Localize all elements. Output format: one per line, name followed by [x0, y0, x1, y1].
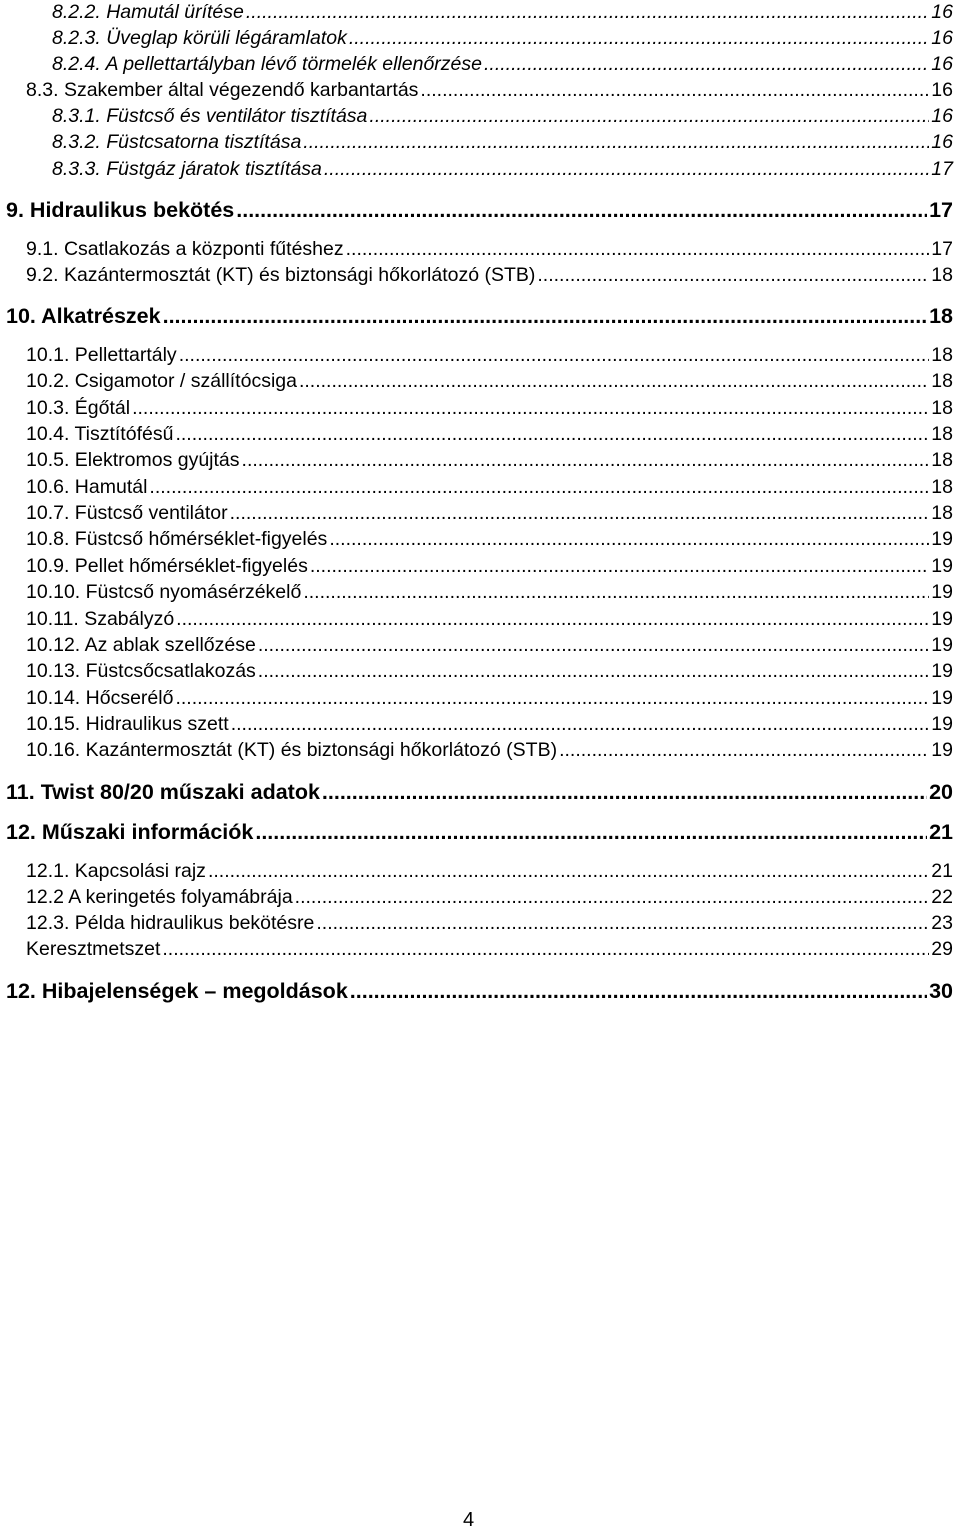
toc-entry-number: 8.2.4.: [52, 53, 101, 75]
toc-entry-page: 16: [931, 27, 953, 49]
dot-leader: [350, 981, 927, 1003]
toc-entry-title: Hőcserélő: [85, 687, 174, 709]
toc-entry[interactable]: [26, 240, 953, 260]
dot-leader: [346, 240, 930, 260]
dot-leader: [303, 583, 929, 603]
toc-entry[interactable]: [26, 940, 953, 960]
toc-entry[interactable]: [6, 981, 953, 1003]
toc-entry[interactable]: [26, 81, 953, 101]
toc-entry[interactable]: [26, 662, 953, 682]
dot-leader: [208, 862, 929, 882]
toc-entry-label: [26, 689, 173, 709]
toc-entry-title: Füstcsatorna tisztítása: [106, 131, 302, 153]
dot-leader: [295, 888, 930, 908]
toc-entry-title: Füstcső nyomásérzékelő: [85, 581, 302, 603]
toc-entry-number: 10.: [6, 304, 36, 328]
toc-entry-page: 19: [931, 555, 953, 577]
toc-entry-number: 10.3.: [26, 397, 70, 419]
toc-entry-label: [26, 557, 308, 577]
toc-entry-number: 10.2.: [26, 370, 70, 392]
toc-entry[interactable]: [52, 160, 953, 180]
toc-entry-page: 16: [931, 131, 953, 153]
toc-entry-page: 19: [931, 739, 953, 761]
toc-entry-title: Alkatrészek: [41, 304, 161, 328]
toc-entry-number: 10.8.: [26, 528, 70, 550]
toc-entry-number: 9.: [6, 198, 24, 222]
toc-entry-label: [26, 478, 147, 498]
toc-entry-title: Elektromos gyújtás: [74, 449, 240, 471]
dot-leader: [324, 160, 929, 180]
dot-leader: [299, 372, 929, 392]
toc-entry-label: [6, 782, 320, 804]
toc-entry-label: [52, 107, 367, 127]
toc-entry[interactable]: [26, 504, 953, 524]
toc-entry-number: 9.1.: [26, 238, 59, 260]
toc-entry-label: [26, 399, 130, 419]
toc-entry-title: Hamutál ürítése: [106, 1, 244, 23]
toc-entry-number: 12.1.: [26, 860, 70, 882]
toc-entry[interactable]: [26, 715, 953, 735]
toc-entry-title: Csigamotor / szállítócsiga: [74, 370, 297, 392]
toc-entry-page: 19: [931, 581, 953, 603]
toc-entry-number: 12.2: [26, 886, 64, 908]
toc-entry-label: [26, 425, 173, 445]
dot-leader: [231, 715, 930, 735]
toc-entry-label: [26, 636, 256, 656]
toc-entry-page: 20: [929, 780, 953, 804]
toc-entry-number: 8.3.2.: [52, 131, 101, 153]
toc-entry-number: 12.: [6, 979, 36, 1003]
dot-leader: [132, 399, 929, 419]
toc-entry-label: [52, 160, 322, 180]
toc-entry-title: Szabályzó: [84, 608, 175, 630]
toc-entry[interactable]: [6, 200, 953, 222]
toc-entry-number: 10.7.: [26, 502, 70, 524]
toc-entry[interactable]: [6, 822, 953, 844]
toc-entry-page: 17: [929, 198, 953, 222]
toc-entry[interactable]: [26, 399, 953, 419]
toc-entry-page: 16: [931, 105, 953, 127]
dot-leader: [303, 133, 929, 153]
toc-entry-title: Hibajelenségek – megoldások: [41, 979, 348, 1003]
dot-leader: [559, 741, 929, 761]
toc-entry-label: [52, 29, 347, 49]
toc-entry-title: Pellet hőmérséklet-figyelés: [74, 555, 308, 577]
dot-leader: [246, 3, 929, 23]
toc-entry-number: 10.15.: [26, 713, 81, 735]
toc-entry-number: 10.6.: [26, 476, 70, 498]
toc-entry-number: 8.3.1.: [52, 105, 101, 127]
toc-entry-page: 19: [931, 687, 953, 709]
toc-entry-page: 17: [931, 238, 953, 260]
toc-entry[interactable]: [26, 266, 953, 286]
toc-entry-page: 21: [929, 820, 953, 844]
dot-leader: [349, 29, 929, 49]
toc-entry-title: Hidraulikus szett: [85, 713, 229, 735]
toc-entry-label: [26, 240, 344, 260]
toc-entry-page: 22: [931, 886, 953, 908]
toc-entry-page: 18: [931, 397, 953, 419]
toc-entry-page: 16: [931, 79, 953, 101]
toc-entry-title: Műszaki információk: [41, 820, 254, 844]
dot-leader: [162, 940, 929, 960]
toc-entry-title: Szakember által végezendő karbantartás: [63, 79, 419, 101]
dot-leader: [258, 662, 930, 682]
toc-entry-page: 18: [931, 476, 953, 498]
toc-entry-title: Tisztítófésű: [74, 423, 174, 445]
toc-entry-title: A keringetés folyamábrája: [68, 886, 293, 908]
toc-entry-page: 18: [931, 370, 953, 392]
toc-entry[interactable]: [26, 914, 953, 934]
toc-entry-label: [26, 583, 301, 603]
toc-entry-number: 12.3.: [26, 912, 70, 934]
dot-leader: [258, 636, 929, 656]
toc-entry-page: 30: [929, 979, 953, 1003]
toc-entry-title: Füstcső hőmérséklet-figyelés: [74, 528, 328, 550]
dot-leader: [149, 478, 929, 498]
toc-entry[interactable]: [52, 55, 953, 75]
toc-entry-number: 11.: [6, 780, 35, 804]
toc-entry-title: Csatlakozás a központi fűtéshez: [63, 238, 344, 260]
toc-entry-number: 8.3.: [26, 79, 59, 101]
toc-entry-label: [6, 822, 253, 844]
dot-leader: [316, 914, 929, 934]
toc-entry-page: 23: [931, 912, 953, 934]
dot-leader: [175, 425, 929, 445]
toc-entry-number: 10.9.: [26, 555, 70, 577]
toc-entry-title: Kapcsolási rajz: [74, 860, 206, 882]
dot-leader: [176, 610, 929, 630]
toc-entry-title: Twist 80/20 műszaki adatok: [40, 780, 320, 804]
toc-entry-page: 19: [931, 634, 953, 656]
toc-entry[interactable]: [26, 741, 953, 761]
toc-entry-page: 16: [931, 53, 953, 75]
toc-entry-number: 9.2.: [26, 264, 59, 286]
toc-entry[interactable]: [52, 3, 953, 23]
toc-entry-page: 16: [931, 1, 953, 23]
dot-leader: [329, 530, 929, 550]
toc-entry[interactable]: [26, 610, 953, 630]
page-number: 4: [462, 1509, 475, 1531]
toc-entry-number: 10.14.: [26, 687, 81, 709]
dot-leader: [537, 266, 929, 286]
toc-entry-number: 12.: [6, 820, 36, 844]
toc-entry-label: [26, 741, 557, 761]
toc-entry-label: [26, 530, 327, 550]
dot-leader: [420, 81, 929, 101]
toc-entry[interactable]: [26, 451, 953, 471]
toc-entry-label: [26, 662, 256, 682]
toc-entry-label: [26, 862, 206, 882]
toc-entry[interactable]: [26, 636, 953, 656]
toc-entry[interactable]: [26, 888, 953, 908]
toc-entry[interactable]: [52, 107, 953, 127]
toc-entry-number: 10.5.: [26, 449, 70, 471]
toc-entry-page: 18: [931, 449, 953, 471]
toc-entry-label: [26, 914, 314, 934]
dot-leader: [484, 55, 929, 75]
dot-leader: [163, 306, 927, 328]
toc-entry-title: Füstgáz járatok tisztítása: [106, 158, 322, 180]
toc-entry-page: 19: [931, 660, 953, 682]
dot-leader: [230, 504, 930, 524]
dot-leader: [236, 200, 927, 222]
toc-entry-title: Füstcső ventilátor: [74, 502, 228, 524]
toc-entry-label: [26, 372, 297, 392]
toc-entry-label: [26, 940, 160, 960]
toc-entry-number: 10.10.: [26, 581, 81, 603]
toc-entry-title: Kazántermosztát (KT) és biztonsági hőkorlátozó (STB): [85, 739, 558, 761]
toc-entry-page: 19: [931, 713, 953, 735]
toc-entry-title: Füstcsőcsatlakozás: [85, 660, 256, 682]
toc-entry[interactable]: [26, 689, 953, 709]
toc-entry-page: 18: [931, 502, 953, 524]
toc-entry-number: 8.2.3.: [52, 27, 101, 49]
toc-entry-number: 10.12.: [26, 634, 81, 656]
toc-entry-label: [52, 55, 482, 75]
toc-entry-label: [26, 610, 174, 630]
toc-entry-title: Hidraulikus bekötés: [29, 198, 235, 222]
toc-entry-title: Égőtál: [74, 397, 131, 419]
toc-entry[interactable]: [26, 346, 953, 366]
toc-entry[interactable]: [26, 862, 953, 882]
toc-entry-number: 10.4.: [26, 423, 70, 445]
toc-entry-page: 18: [931, 264, 953, 286]
toc-entry[interactable]: [26, 583, 953, 603]
toc-entry[interactable]: [26, 425, 953, 445]
toc-entry-label: [52, 3, 244, 23]
toc-entry-label: [26, 451, 240, 471]
toc-entry[interactable]: [6, 306, 953, 328]
toc-entry-label: [26, 888, 293, 908]
toc-entry-title: Pellettartály: [74, 344, 177, 366]
toc-entry-title: Hamutál: [74, 476, 148, 498]
dot-leader: [255, 822, 927, 844]
toc-entry-number: 8.3.3.: [52, 158, 101, 180]
toc-entry[interactable]: [6, 782, 953, 804]
toc-entry-label: [6, 306, 161, 328]
toc-entry-label: [26, 81, 418, 101]
toc-entry-page: 18: [931, 344, 953, 366]
toc-entry-page: 18: [931, 423, 953, 445]
toc-entry[interactable]: [26, 530, 953, 550]
toc-entry[interactable]: [52, 133, 953, 153]
toc-entry-page: 18: [929, 304, 953, 328]
toc-entry-number: 10.1.: [26, 344, 70, 366]
toc-entry-label: [26, 504, 228, 524]
toc-entry-page: 19: [931, 528, 953, 550]
toc-entry[interactable]: [26, 478, 953, 498]
toc-entry-title: Keresztmetszet: [26, 938, 161, 960]
toc-entry-number: 10.13.: [26, 660, 81, 682]
toc-entry-page: 17: [931, 158, 953, 180]
dot-leader: [322, 782, 927, 804]
toc-entry-title: Üveglap körüli légáramlatok: [106, 27, 347, 49]
toc-entry-title: Az ablak szellőzése: [84, 634, 256, 656]
toc-entry-number: 8.2.2.: [52, 1, 101, 23]
toc-entry-number: 10.11.: [26, 608, 79, 630]
toc-entry-number: 10.16.: [26, 739, 81, 761]
toc-entry-label: [26, 266, 535, 286]
toc-entry-page: 29: [931, 938, 953, 960]
toc-entry-label: [6, 200, 234, 222]
dot-leader: [175, 689, 929, 709]
dot-leader: [179, 346, 930, 366]
dot-leader: [242, 451, 930, 471]
toc-entry[interactable]: [26, 557, 953, 577]
toc-entry-title: Kazántermosztát (KT) és biztonsági hőkorlátozó (STB): [63, 264, 536, 286]
toc-entry-label: [6, 981, 348, 1003]
toc-entry-label: [26, 715, 229, 735]
toc-entry[interactable]: [26, 372, 953, 392]
toc-entry[interactable]: [52, 29, 953, 49]
toc-entry-title: Füstcső és ventilátor tisztítása: [106, 105, 368, 127]
dot-leader: [310, 557, 929, 577]
toc-entry-title: A pellettartályban lévő törmelék ellenőrzése: [105, 53, 482, 75]
toc-entry-label: [52, 133, 301, 153]
toc-entry-page: 19: [931, 608, 953, 630]
toc-entry-label: [26, 346, 177, 366]
toc-entry-page: 21: [931, 860, 953, 882]
toc-entry-title: Példa hidraulikus bekötésre: [74, 912, 315, 934]
dot-leader: [369, 107, 929, 127]
